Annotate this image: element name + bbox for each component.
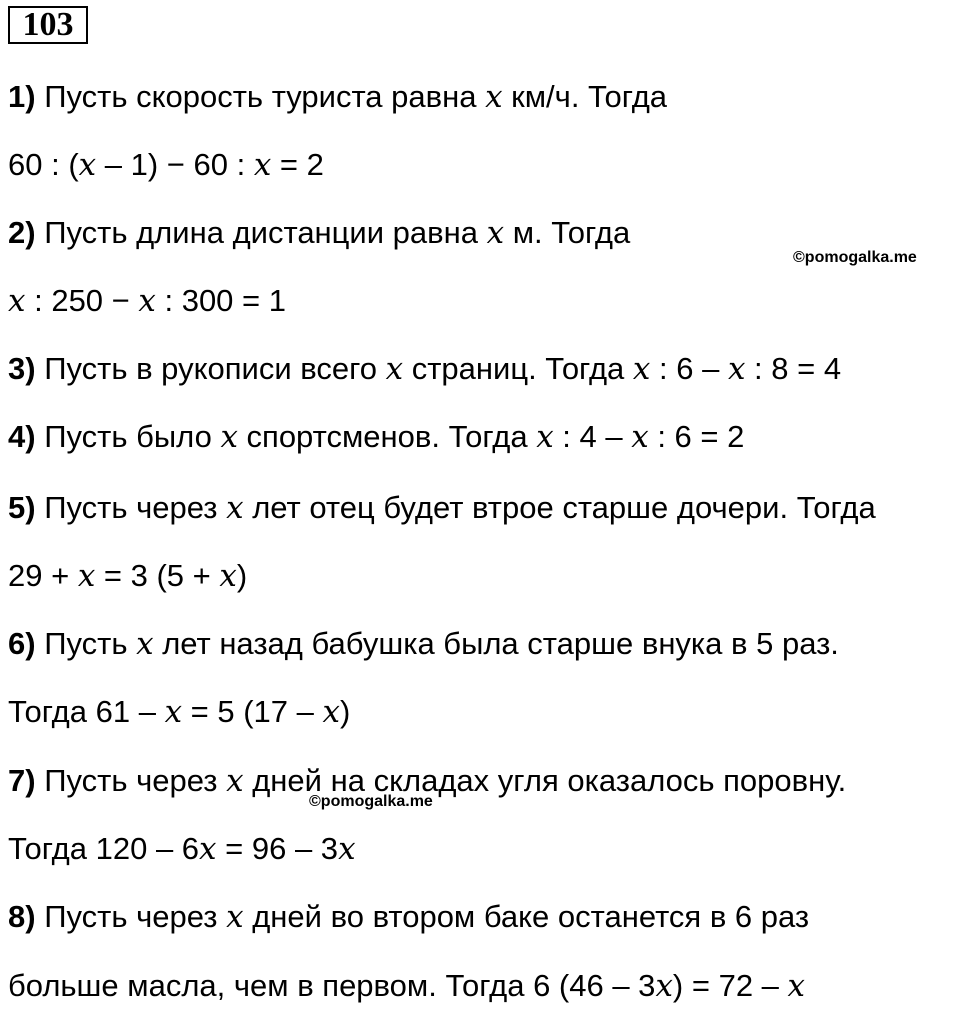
variable-x: 𝑥 — [727, 351, 746, 387]
text-segment: : 300 = 1 — [155, 283, 286, 318]
solution-line — [8, 692, 350, 732]
solution-line — [8, 966, 805, 1006]
task-number: 103 — [8, 6, 88, 44]
solution-line — [8, 829, 356, 869]
text-segment: = 2 — [271, 147, 324, 182]
item-number: 1) — [8, 79, 36, 114]
solution-line — [8, 349, 841, 389]
solution-line — [8, 281, 286, 321]
text-segment: Пусть в рукописи всего — [44, 351, 386, 386]
solution-line — [8, 77, 667, 117]
item-number: 6) — [8, 626, 36, 661]
watermark: ©pomogalka.me — [793, 249, 917, 266]
text-segment: = 5 (17 – — [182, 694, 323, 729]
text-segment: : 6 = 2 — [648, 419, 745, 454]
solution-line — [8, 417, 744, 457]
variable-x: 𝑥 — [338, 831, 356, 867]
text-segment: Пусть длина дистанции равна — [44, 215, 487, 250]
solution-line — [8, 897, 809, 937]
variable-x: 𝑥 — [631, 419, 649, 455]
text-segment: лет отец будет втрое старше дочери. Тогда — [243, 490, 876, 525]
variable-x: 𝑥 — [536, 419, 554, 455]
text-segment: Пусть скорость туриста равна — [44, 79, 486, 114]
variable-x: 𝑥 — [655, 968, 673, 1004]
solution-line — [8, 488, 876, 528]
variable-x: 𝑥 — [220, 419, 238, 455]
text-segment: Пусть через — [44, 763, 227, 798]
text-segment: дней во втором баке останется в 6 раз — [243, 899, 810, 934]
variable-x: 𝑥 — [632, 351, 651, 387]
text-segment: км/ч. Тогда — [502, 79, 668, 114]
variable-x: 𝑥 — [8, 283, 26, 319]
text-segment: Пусть через — [44, 899, 227, 934]
variable-x: 𝑥 — [322, 694, 340, 730]
text-segment: больше масла, чем в первом. Тогда 6 (46 – 3 — [8, 968, 656, 1003]
text-segment: Тогда 61 – — [8, 694, 165, 729]
solution-line — [8, 624, 839, 664]
watermark: ©pomogalka.me — [309, 793, 433, 810]
item-number: 8) — [8, 899, 36, 934]
variable-x: 𝑥 — [136, 626, 154, 662]
variable-x: 𝑥 — [226, 763, 244, 799]
item-number: 7) — [8, 763, 36, 798]
variable-x: 𝑥 — [485, 79, 503, 115]
text-segment: : 4 – — [553, 419, 632, 454]
text-segment: 29 + — [8, 558, 78, 593]
item-number: 2) — [8, 215, 36, 250]
variable-x: 𝑥 — [77, 558, 96, 594]
variable-x: 𝑥 — [138, 283, 156, 319]
item-number: 4) — [8, 419, 36, 454]
text-segment: ) — [340, 694, 351, 729]
text-segment: = 3 (5 + — [95, 558, 220, 593]
text-segment: Пусть — [44, 626, 137, 661]
text-segment: спортсменов. Тогда — [237, 419, 537, 454]
variable-x: 𝑥 — [385, 351, 404, 387]
solution-line — [8, 556, 247, 596]
text-segment: = 96 – 3 — [216, 831, 339, 866]
solution-line — [8, 145, 324, 185]
text-segment: – 1) − 60 : — [96, 147, 254, 182]
text-segment: : 8 = 4 — [745, 351, 842, 386]
item-number: 3) — [8, 351, 36, 386]
text-segment: ) = 72 – — [672, 968, 788, 1003]
text-segment: лет назад бабушка была старше внука в 5 раз. — [153, 626, 839, 661]
text-segment: : 250 − — [25, 283, 139, 318]
text-segment: Пусть было — [44, 419, 221, 454]
text-segment: м. Тогда — [504, 215, 631, 250]
text-segment: : 6 – — [650, 351, 728, 386]
variable-x: 𝑥 — [226, 490, 244, 526]
item-number: 5) — [8, 490, 36, 525]
variable-x: 𝑥 — [199, 831, 217, 867]
variable-x: 𝑥 — [219, 558, 237, 594]
solution-line — [8, 213, 630, 253]
text-segment: страниц. Тогда — [403, 351, 633, 386]
variable-x: 𝑥 — [226, 899, 244, 935]
variable-x: 𝑥 — [486, 215, 505, 251]
text-segment: Пусть через — [44, 490, 227, 525]
text-segment: 60 : ( — [8, 147, 79, 182]
variable-x: 𝑥 — [253, 147, 272, 183]
text-segment: Тогда 120 – 6 — [8, 831, 200, 866]
text-segment: дней на складах угля оказалось поровну. — [243, 763, 847, 798]
variable-x: 𝑥 — [164, 694, 183, 730]
variable-x: 𝑥 — [78, 147, 97, 183]
text-segment: ) — [236, 558, 248, 593]
variable-x: 𝑥 — [787, 968, 806, 1004]
